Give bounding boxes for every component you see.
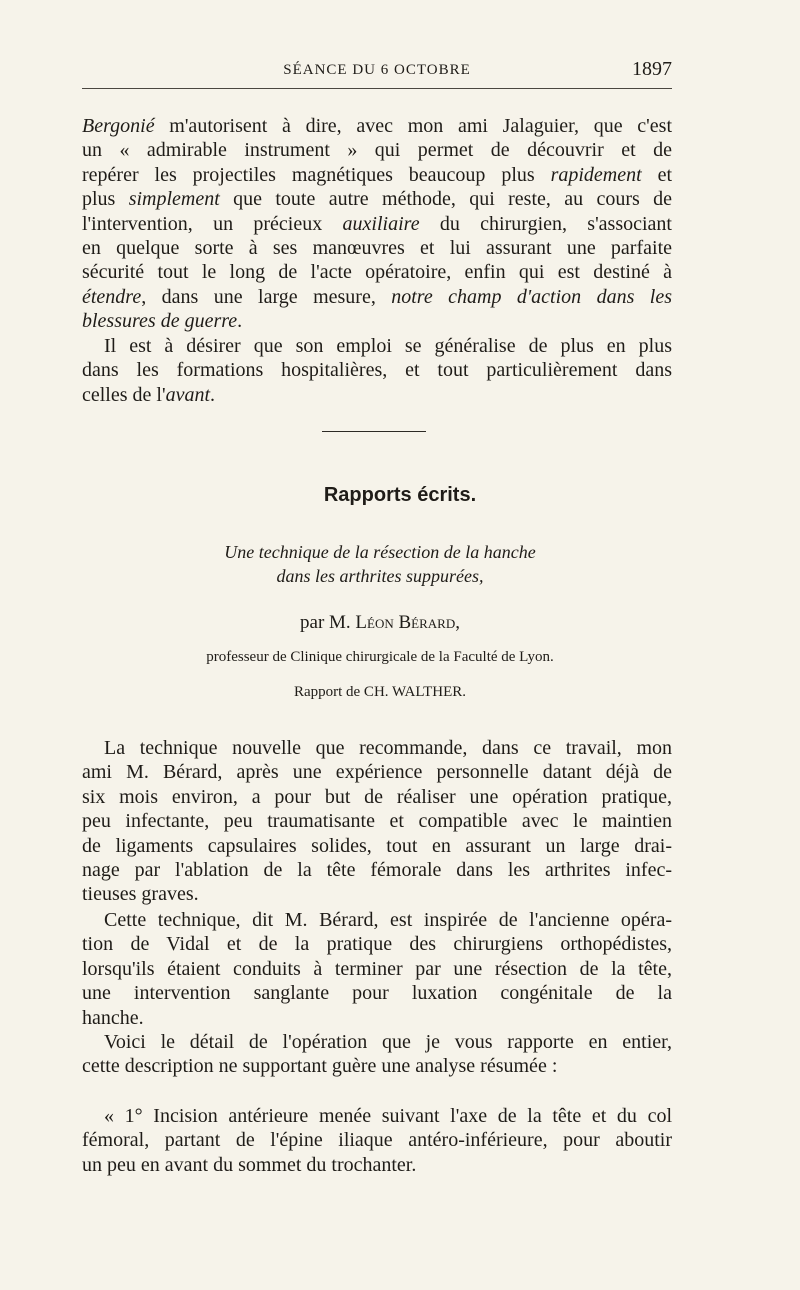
italic-text: Bergonié (82, 115, 155, 137)
italic-text: rapidement (550, 163, 642, 186)
text-line: fémoral, partant de l'épine iliaque antéro-inférieure, pour aboutir (82, 1129, 672, 1152)
paragraph-formations (82, 334, 672, 407)
text-line: Il est à désirer que son emploi se généralise de plus en plus (104, 335, 672, 357)
author-affiliation: professeur de Clinique chirurgicale de la Faculté de Lyon. (206, 649, 554, 665)
text-line: peu infectante, peu traumatisante et compatible avec le maintien (82, 810, 672, 833)
paragraph-incision (82, 1104, 672, 1177)
text-line: nage par l'ablation de la tête fémorale dans les arthrites infec- (82, 859, 672, 882)
text-line: , dans une large mesure, (141, 285, 392, 308)
running-title: SÉANCE DU 6 OCTOBRE (283, 62, 471, 78)
page-number: 1897 (632, 58, 672, 80)
text-line: . (210, 383, 216, 406)
article-title-line: dans les arthrites suppurées, (276, 566, 484, 586)
text-line: Voici le détail de l'opération que je vous rapporte en entier, (104, 1031, 672, 1053)
text-line: et (641, 163, 673, 186)
text-line: de ligaments capsulaires solides, tout en assurant un large drai- (82, 834, 672, 857)
section-divider (322, 431, 426, 432)
text-line: tieuses graves. (82, 883, 199, 906)
text-line: repérer les projectiles magnétiques beaucoup plus (82, 163, 551, 186)
text-line: celles de l' (82, 383, 166, 406)
author-prefix: par M. (300, 612, 356, 633)
text-line: ami M. Bérard, après une expérience personnelle datant déjà de (82, 761, 672, 784)
text-line: du chirurgien, s'associant (419, 212, 672, 235)
italic-text: avant (165, 383, 211, 406)
text-line: tion de Vidal et de la pratique des chirurgiens orthopédistes, (82, 933, 672, 956)
text-line: en quelque sorte à ses manœuvres et lui assurant une parfaite (82, 237, 672, 260)
text-line: sécurité tout le long de l'acte opératoire, enfin qui est destiné à (82, 261, 672, 284)
page-header (82, 58, 672, 89)
text-line: . (237, 310, 243, 333)
text-line: cette description ne supportant guère une analyse résumée : (82, 1055, 558, 1078)
report-by: Rapport de CH. WALTHER. (293, 684, 467, 700)
italic-text: blessures de guerre (82, 310, 238, 333)
italic-text: simplement (128, 188, 220, 211)
text-line: que toute autre méthode, qui reste, au cours de (219, 188, 672, 211)
author-line (0, 612, 760, 634)
text-line: La technique nouvelle que recommande, dans ce travail, mon (104, 737, 672, 759)
text-line: l'intervention, un précieux (82, 212, 343, 235)
text-line: six mois environ, a pour but de réaliser une opération pratique, (82, 785, 672, 808)
italic-text: étendre (82, 285, 142, 308)
paragraph-bergonie (82, 114, 672, 334)
text-line: un peu en avant du sommet du trochanter. (82, 1153, 417, 1176)
text-line: dans les formations hospitalières, et tout particulièrement dans (82, 359, 672, 382)
article-title (0, 540, 760, 588)
text-line: plus (82, 188, 129, 211)
italic-text: notre champ d'action dans les (391, 285, 672, 308)
paragraph-technique (82, 736, 672, 907)
text-line: hanche. (82, 1006, 144, 1029)
text-line: Cette technique, dit M. Bérard, est inspirée de l'ancienne opéra- (104, 909, 672, 931)
author-name: Léon Bérard, (355, 612, 460, 633)
text-line: m'autorisent à dire, avec mon ami Jalaguier, que c'est (154, 115, 672, 137)
paragraph-origin (82, 908, 672, 1030)
italic-text: auxiliaire (342, 212, 420, 235)
paragraph-detail (82, 1030, 672, 1079)
section-title: Rapports écrits. (323, 484, 477, 506)
text-line: un « admirable instrument » qui permet de découvrir et de (82, 139, 672, 162)
text-line: lorsqu'ils étaient conduits à terminer par une résection de la tête, (82, 957, 672, 980)
text-line: « 1° Incision antérieure menée suivant l'axe de la tête et du col (104, 1105, 672, 1127)
article-title-line: Une technique de la résection de la hanche (224, 542, 536, 562)
text-line: une intervention sanglante pour luxation congénitale de la (82, 982, 672, 1005)
